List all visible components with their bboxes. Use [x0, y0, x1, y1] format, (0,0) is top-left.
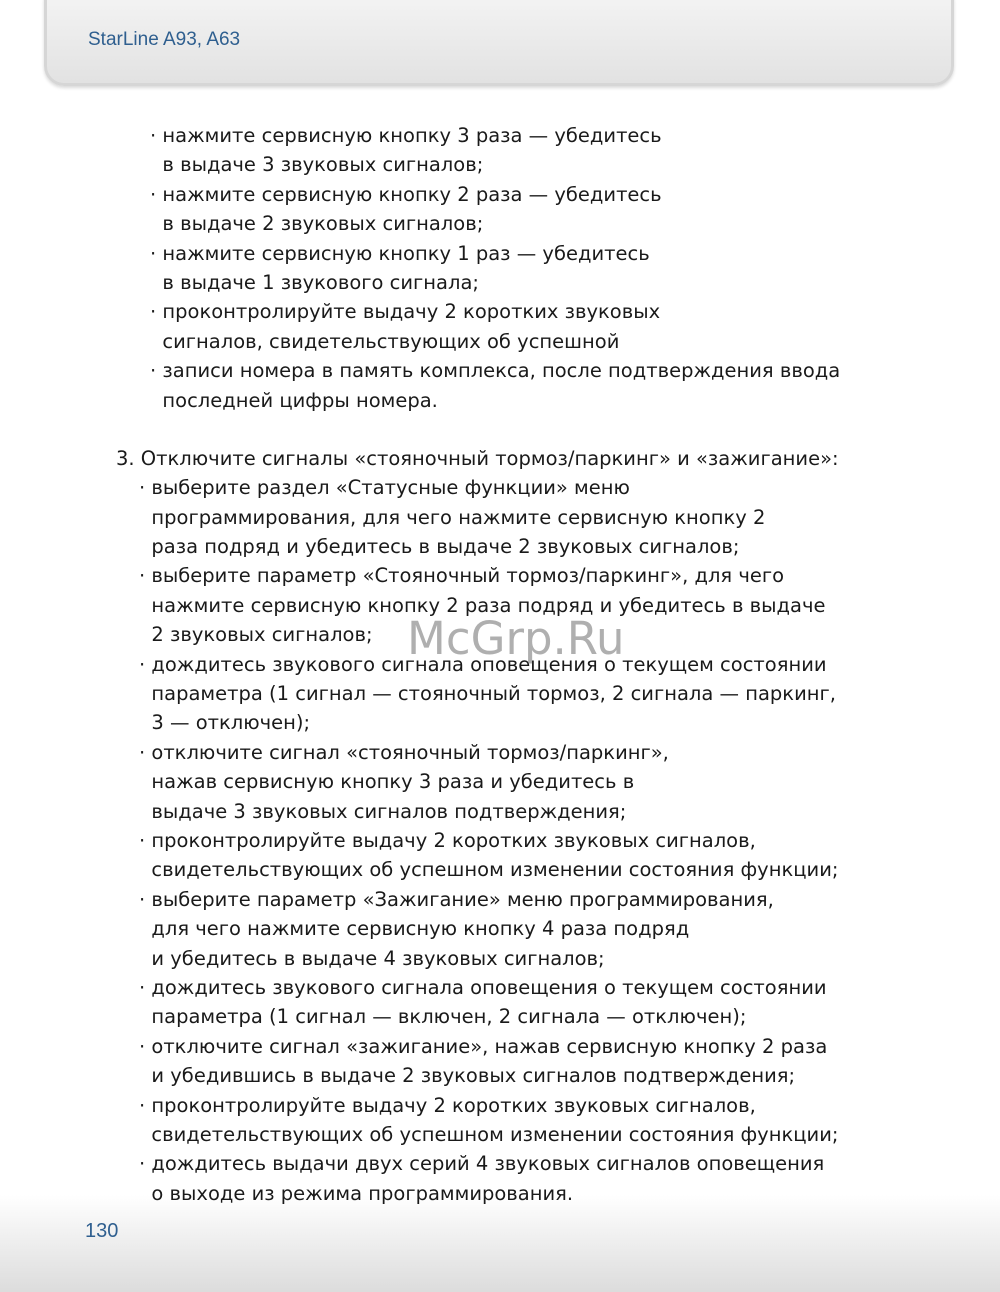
- list-item-line: · дождитесь выдачи двух серий 4 звуковых сигналов оповещения: [139, 1152, 825, 1176]
- list-item-line: · записи номера в память комплекса, после подтверждения ввода: [150, 359, 841, 383]
- list-item-line: нажав сервисную кнопку 3 раза и убедитесь в: [139, 770, 635, 794]
- list-item-line: выдаче 3 звуковых сигналов подтверждения;: [139, 799, 627, 823]
- list-item-line: 3 — отключен);: [139, 711, 311, 735]
- list-item-line: · отключите сигнал «зажигание», нажав сервисную кнопку 2 раза: [139, 1034, 828, 1058]
- list-item-line: для чего нажмите сервисную кнопку 4 раза подряд: [139, 917, 690, 941]
- list-item-line: · дождитесь звукового сигнала оповещения о текущем состоянии: [139, 975, 827, 999]
- list-item-line: 2 звуковых сигналов;: [139, 623, 373, 647]
- list-item-line: в выдаче 1 звукового сигнала;: [150, 270, 479, 294]
- watermark: McGrp.Ru: [407, 612, 625, 665]
- list-item-line: параметра (1 сигнал — включен, 2 сигнала — отключен);: [139, 1005, 747, 1029]
- document-title: StarLine A93, A63: [88, 29, 241, 50]
- step-3-list: [116, 473, 856, 1208]
- list-item-line: · нажмите сервисную кнопку 2 раза — убедитесь: [150, 182, 662, 206]
- list-item-line: · нажмите сервисную кнопку 3 раза — убедитесь: [150, 124, 662, 147]
- list-item-line: и убедившись в выдаче 2 звуковых сигналов подтверждения;: [139, 1064, 796, 1088]
- list-item-line: · выберите параметр «Стояночный тормоз/паркинг», для чего: [139, 564, 785, 588]
- page-header: [44, 0, 954, 86]
- section-gap: [116, 415, 856, 444]
- list-item-line: · выберите параметр «Зажигание» меню программирования,: [139, 887, 774, 911]
- list-item-line: · проконтролируйте выдачу 2 коротких звуковых сигналов,: [139, 828, 756, 852]
- list-item-line: раза подряд и убедитесь в выдаче 2 звуковых сигналов;: [139, 535, 740, 559]
- step-3-heading: 3. Отключите сигналы «стояночный тормоз/паркинг» и «зажигание»:: [116, 446, 839, 470]
- list-item-line: в выдаче 3 звуковых сигналов;: [150, 153, 484, 177]
- list-item-line: о выходе из режима программирования.: [139, 1181, 574, 1205]
- page-number: 130: [85, 1220, 119, 1242]
- list-item-line: параметра (1 сигнал — стояночный тормоз, 2 сигнала — паркинг,: [139, 682, 836, 706]
- list-item-line: · проконтролируйте выдачу 2 коротких звуковых сигналов,: [139, 1093, 756, 1117]
- list-item-line: и убедитесь в выдаче 4 звуковых сигналов;: [139, 946, 605, 970]
- list-item-line: программирования, для чего нажмите сервисную кнопку 2: [139, 505, 766, 529]
- list-item-line: последней цифры номера.: [150, 388, 438, 412]
- list-item-line: · нажмите сервисную кнопку 1 раз — убедитесь: [150, 241, 650, 265]
- list-item-line: в выдаче 2 звуковых сигналов;: [150, 212, 484, 236]
- list-item-line: нажмите сервисную кнопку 2 раза подряд и убедитесь в выдаче: [139, 593, 826, 617]
- list-item-line: · дождитесь звукового сигнала оповещения о текущем состоянии: [139, 652, 827, 676]
- list-item-line: свидетельствующих об успешном изменении состояния функции;: [139, 858, 839, 882]
- list-item-line: · проконтролируйте выдачу 2 коротких звуковых: [150, 300, 661, 324]
- page-bottom-shade: [0, 1195, 1000, 1292]
- list-item-line: сигналов, свидетельствующих об успешной: [150, 329, 620, 353]
- list-item-line: свидетельствующих об успешном изменении состояния функции;: [139, 1122, 839, 1146]
- list-item-line: · отключите сигнал «стояночный тормоз/паркинг»,: [139, 740, 669, 764]
- list-item-line: · выберите раздел «Статусные функции» меню: [139, 476, 630, 500]
- intro-list: [116, 121, 856, 415]
